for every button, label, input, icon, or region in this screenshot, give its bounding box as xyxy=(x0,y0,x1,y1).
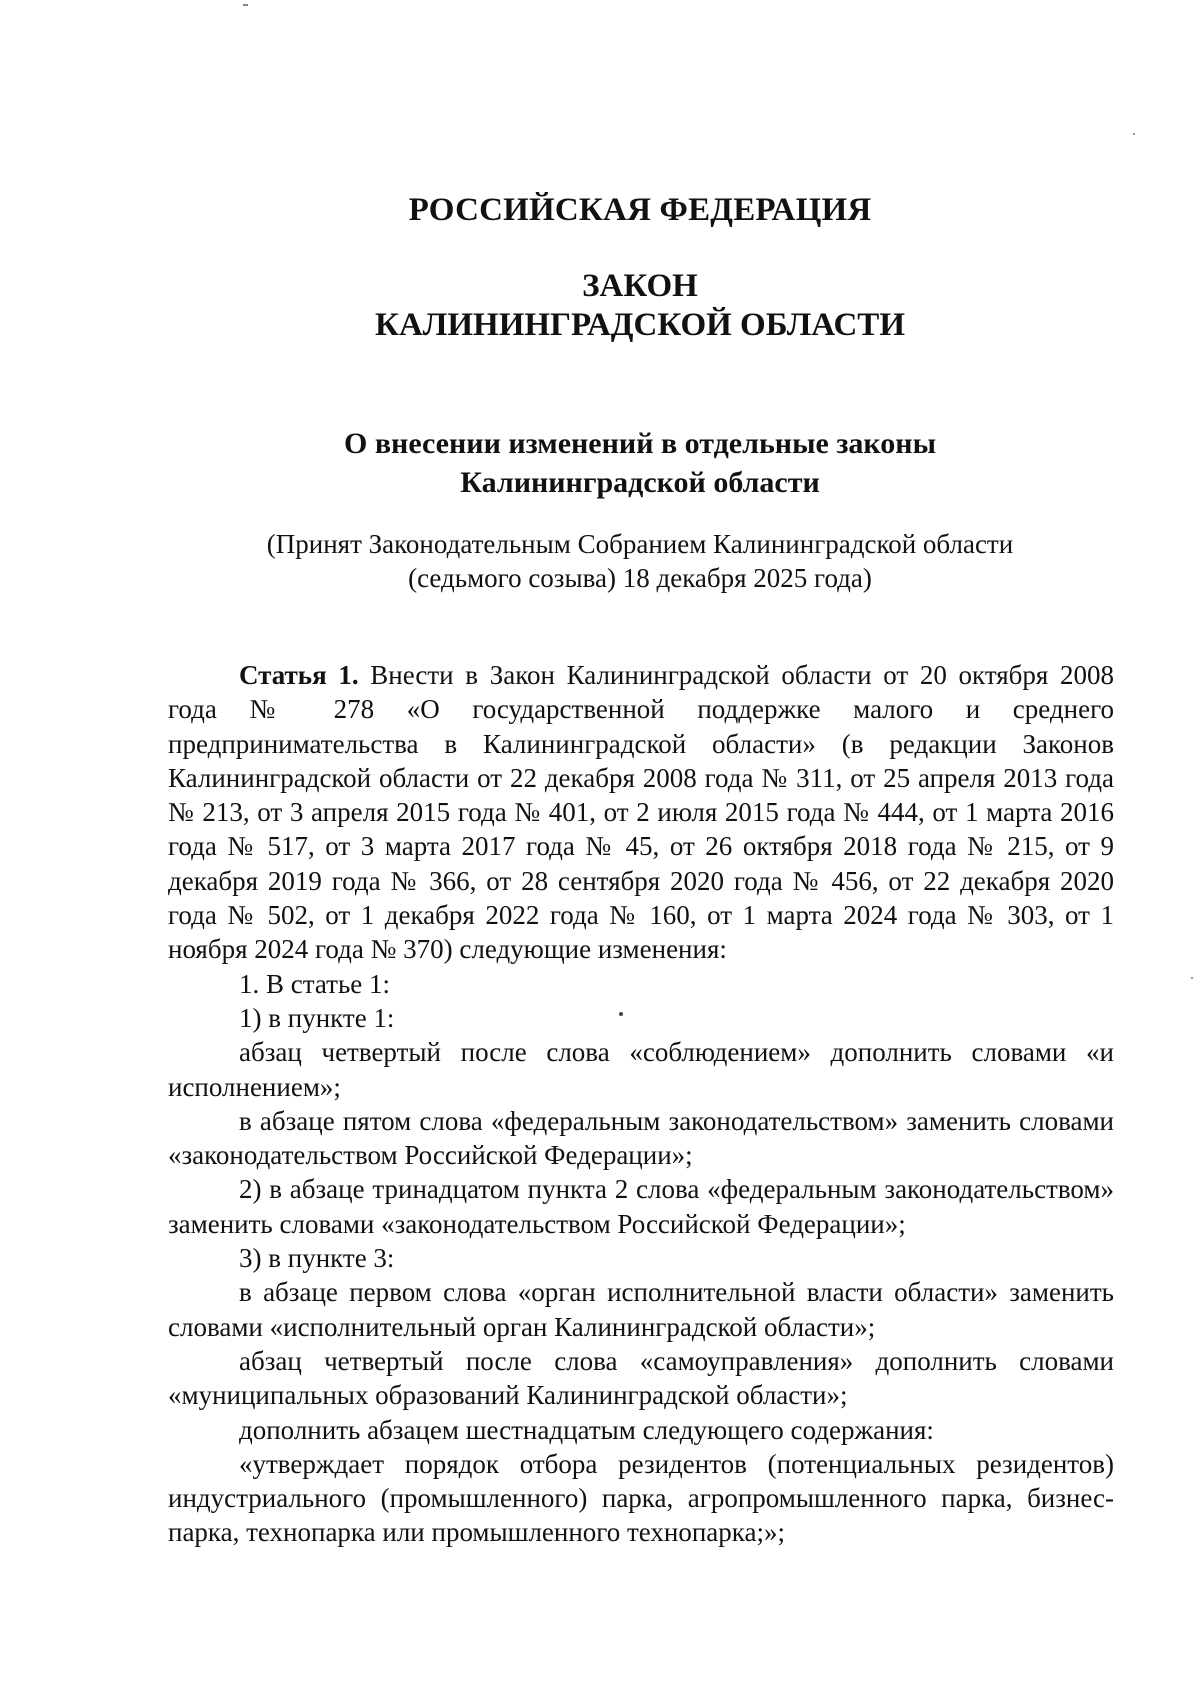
clause-paragraph: 1. В статье 1: xyxy=(239,968,391,999)
clause-paragraph: 2) в абзаце тринадцатом пункта 2 слова «федеральным законодательством» заменить словами «законодательством Российской Федерации»; xyxy=(168,1174,1114,1239)
scan-speck xyxy=(1133,133,1135,135)
document-title xyxy=(0,424,1200,502)
scan-speck xyxy=(619,1012,623,1016)
clause-paragraph: абзац четвертый после слова «соблюдением» дополнить словами «и исполнением»; xyxy=(168,1037,1114,1102)
article-1-label: Статья 1. xyxy=(239,660,359,690)
clause-paragraph: «утверждает порядок отбора резидентов (потенциальных резидентов) индустриального (промышленного) парка, агропромышленного парка, бизнес-парка, технопарка или промышленного технопарка;»; xyxy=(168,1448,1114,1548)
clause-paragraph: в абзаце пятом слова «федеральным законодательством» заменить словами «законодательством Российской Федерации»; xyxy=(168,1105,1114,1171)
region-heading: КАЛИНИНГРАДСКОЙ ОБЛАСТИ xyxy=(375,307,905,343)
clause-paragraph: абзац четвертый после слова «самоуправления» дополнить словами «муниципальных образований Калининградской области»; xyxy=(168,1345,1114,1411)
adoption-note-line1: (Принят Законодательным Собранием Калининградской области xyxy=(266,529,1014,559)
clause-paragraph: дополнить абзацем шестнадцатым следующего содержания: xyxy=(239,1414,934,1445)
scan-speck xyxy=(1191,977,1193,979)
article-1-text: Внести в Закон Калининградской области от 20 октября 2008 года № 278 «О государственной поддержке малого и среднего предпринимательства в Калининградской области» (в редакции Законов Калининградской области от 22 декабря 2008 года № 311, от 25 апреля 2013 года № 213, от 3 апреля 2015 года № 401, от 2 июля 2015 года № 444, от 1 марта 2016 года № 517, от 3 марта 2017 года № 45, от 26 октября 2018 года № 215, от 9 декабря 2019 года № 366, от 28 сентября 2020 года № 456, от 22 декабря 2020 года № 502, от 1 декабря 2022 года № 160, от 1 марта 2024 года № 303, от 1 ноября 2024 года № 370) следующие изменения: xyxy=(168,660,1114,965)
article-1-paragraph xyxy=(168,658,1114,967)
adoption-note xyxy=(0,527,1200,595)
document-title-line1: О внесении изменений в отдельные законы xyxy=(344,427,936,460)
clause-paragraph: в абзаце первом слова «орган исполнительной власти области» заменить словами «исполнительный орган Калининградской области»; xyxy=(168,1277,1114,1342)
law-body xyxy=(168,658,1114,1550)
adoption-note-line2: (седьмого созыва) 18 декабря 2025 года) xyxy=(408,563,872,593)
clause-paragraph: 3) в пункте 3: xyxy=(239,1243,395,1274)
country-heading: РОССИЙСКАЯ ФЕДЕРАЦИЯ xyxy=(408,192,872,228)
law-heading: ЗАКОН xyxy=(582,268,698,304)
scan-speck xyxy=(243,4,248,6)
clause-paragraph: 1) в пункте 1: xyxy=(239,1002,395,1033)
document-title-line2: Калининградской области xyxy=(460,466,820,499)
